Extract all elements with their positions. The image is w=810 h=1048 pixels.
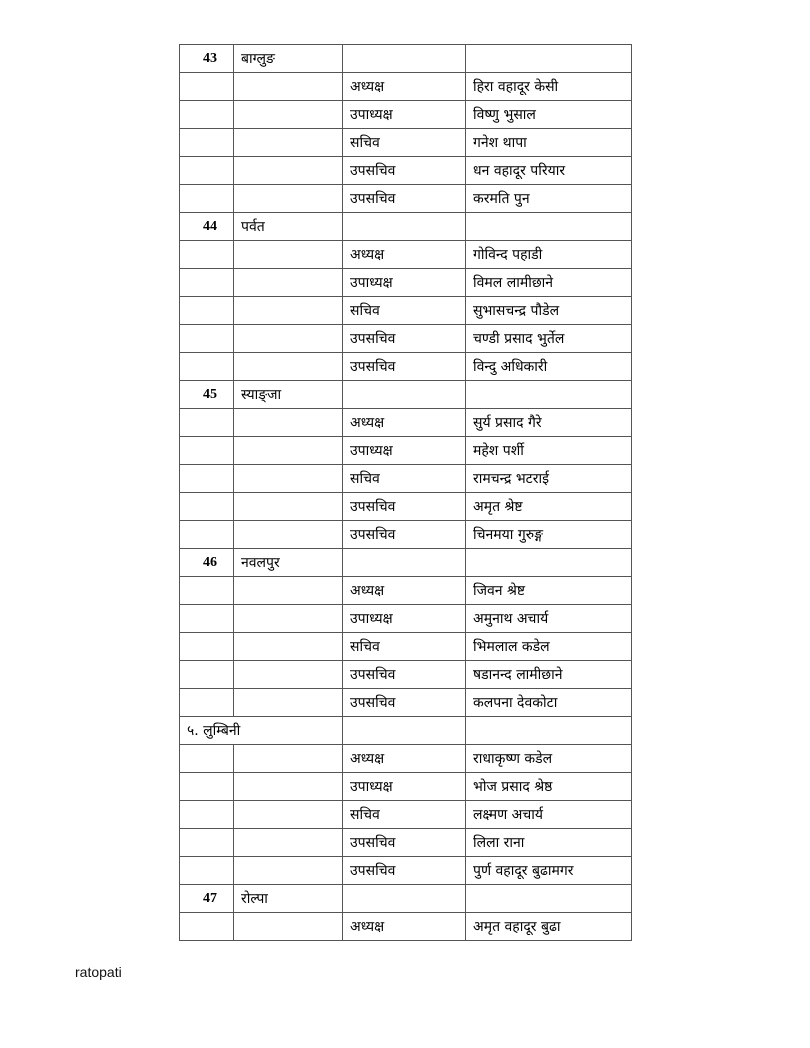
empty-cell: [234, 745, 343, 773]
empty-cell: [234, 129, 343, 157]
member-name: सुभासचन्द्र पौडेल: [466, 297, 632, 325]
member-name: गनेश थापा: [466, 129, 632, 157]
empty-cell: [180, 913, 234, 941]
district-name: नवलपुर: [234, 549, 343, 577]
empty-cell: [180, 577, 234, 605]
empty-cell: [234, 521, 343, 549]
district-number: 46: [180, 549, 234, 577]
table-row: [180, 689, 632, 717]
empty-cell: [234, 661, 343, 689]
member-role: उपाध्यक्ष: [343, 101, 466, 129]
member-name: विमल लामीछाने: [466, 269, 632, 297]
member-name: सुर्य प्रसाद गैरे: [466, 409, 632, 437]
empty-cell: [343, 45, 466, 73]
table-row: [180, 493, 632, 521]
table-row: [180, 129, 632, 157]
member-name: कलपना देवकोटा: [466, 689, 632, 717]
empty-cell: [180, 633, 234, 661]
member-name: चण्डी प्रसाद भुर्तेल: [466, 325, 632, 353]
table-row: [180, 325, 632, 353]
member-name: चिनमया गुरुङ्ग: [466, 521, 632, 549]
section-header-row: [180, 885, 632, 913]
district-name: रोल्पा: [234, 885, 343, 913]
empty-cell: [234, 465, 343, 493]
table-row: [180, 857, 632, 885]
empty-cell: [180, 325, 234, 353]
empty-cell: [234, 73, 343, 101]
empty-cell: [180, 409, 234, 437]
empty-cell: [180, 661, 234, 689]
empty-cell: [180, 801, 234, 829]
empty-cell: [466, 381, 632, 409]
table-row: [180, 101, 632, 129]
empty-cell: [180, 297, 234, 325]
member-role: उपसचिव: [343, 521, 466, 549]
member-role: उपसचिव: [343, 493, 466, 521]
table-row: [180, 269, 632, 297]
empty-cell: [234, 297, 343, 325]
empty-cell: [180, 857, 234, 885]
empty-cell: [180, 773, 234, 801]
empty-cell: [234, 325, 343, 353]
footer-source: ratopati: [75, 964, 122, 980]
table-row: [180, 521, 632, 549]
member-name: भोज प्रसाद श्रेष्ठ: [466, 773, 632, 801]
empty-cell: [180, 73, 234, 101]
table-row: [180, 185, 632, 213]
member-name: राधाकृष्ण कडेल: [466, 745, 632, 773]
empty-cell: [180, 465, 234, 493]
section-header-row: [180, 549, 632, 577]
member-name: हिरा वहादूर केसी: [466, 73, 632, 101]
empty-cell: [180, 829, 234, 857]
member-role: उपाध्यक्ष: [343, 437, 466, 465]
empty-cell: [234, 185, 343, 213]
table-row: [180, 353, 632, 381]
member-role: उपसचिव: [343, 325, 466, 353]
district-number: 45: [180, 381, 234, 409]
table-row: [180, 829, 632, 857]
table-row: [180, 661, 632, 689]
empty-cell: [466, 549, 632, 577]
table-row: [180, 913, 632, 941]
member-role: उपाध्यक्ष: [343, 773, 466, 801]
member-role: अध्यक्ष: [343, 577, 466, 605]
member-name: करमति पुन: [466, 185, 632, 213]
section-header-row: [180, 213, 632, 241]
table-row: [180, 409, 632, 437]
empty-cell: [343, 717, 466, 745]
member-name: अमृत वहादूर बुढा: [466, 913, 632, 941]
empty-cell: [234, 773, 343, 801]
table-row: [180, 73, 632, 101]
member-role: अध्यक्ष: [343, 73, 466, 101]
empty-cell: [180, 269, 234, 297]
empty-cell: [180, 241, 234, 269]
member-name: जिवन श्रेष्ट: [466, 577, 632, 605]
district-name: बाग्लुङ: [234, 45, 343, 73]
committee-table-body: [180, 45, 632, 941]
member-role: उपाध्यक्ष: [343, 605, 466, 633]
empty-cell: [180, 493, 234, 521]
member-role: उपसचिव: [343, 661, 466, 689]
empty-cell: [180, 689, 234, 717]
member-role: अध्यक्ष: [343, 745, 466, 773]
table-row: [180, 465, 632, 493]
table-row: [180, 297, 632, 325]
table-row: [180, 157, 632, 185]
empty-cell: [234, 633, 343, 661]
empty-cell: [343, 213, 466, 241]
member-name: भिमलाल कडेल: [466, 633, 632, 661]
member-role: उपाध्यक्ष: [343, 269, 466, 297]
empty-cell: [234, 353, 343, 381]
table-row: [180, 241, 632, 269]
empty-cell: [466, 213, 632, 241]
empty-cell: [234, 857, 343, 885]
member-name: पुर्ण वहादूर बुढामगर: [466, 857, 632, 885]
empty-cell: [234, 605, 343, 633]
table-row: [180, 633, 632, 661]
district-number: 47: [180, 885, 234, 913]
member-role: सचिव: [343, 801, 466, 829]
empty-cell: [234, 409, 343, 437]
district-number: 44: [180, 213, 234, 241]
member-name: धन वहादूर परियार: [466, 157, 632, 185]
member-name: लक्ष्मण अचार्य: [466, 801, 632, 829]
district-number: 43: [180, 45, 234, 73]
district-name: पर्वत: [234, 213, 343, 241]
table-row: [180, 577, 632, 605]
section-header-row: [180, 381, 632, 409]
empty-cell: [234, 829, 343, 857]
empty-cell: [234, 241, 343, 269]
table-row: [180, 773, 632, 801]
empty-cell: [343, 549, 466, 577]
member-name: महेश पर्शी: [466, 437, 632, 465]
member-role: सचिव: [343, 465, 466, 493]
member-role: अध्यक्ष: [343, 409, 466, 437]
member-name: अमृत श्रेष्ट: [466, 493, 632, 521]
table-row: [180, 801, 632, 829]
member-role: सचिव: [343, 129, 466, 157]
member-role: उपसचिव: [343, 185, 466, 213]
section-header-row: [180, 45, 632, 73]
member-name: रामचन्द्र भटराई: [466, 465, 632, 493]
member-role: उपसचिव: [343, 353, 466, 381]
district-name: स्याङ्जा: [234, 381, 343, 409]
table-row: [180, 605, 632, 633]
empty-cell: [234, 101, 343, 129]
empty-cell: [180, 101, 234, 129]
member-name: लिला राना: [466, 829, 632, 857]
member-role: सचिव: [343, 633, 466, 661]
member-role: अध्यक्ष: [343, 913, 466, 941]
empty-cell: [234, 157, 343, 185]
province-name: ५. लुम्बिनी: [180, 717, 343, 745]
member-name: विष्णु भुसाल: [466, 101, 632, 129]
empty-cell: [180, 157, 234, 185]
empty-cell: [466, 717, 632, 745]
empty-cell: [343, 381, 466, 409]
empty-cell: [234, 269, 343, 297]
empty-cell: [180, 129, 234, 157]
empty-cell: [234, 437, 343, 465]
table-row: [180, 437, 632, 465]
member-name: गोविन्द पहाडी: [466, 241, 632, 269]
member-role: अध्यक्ष: [343, 241, 466, 269]
empty-cell: [180, 521, 234, 549]
member-name: अमुनाथ अचार्य: [466, 605, 632, 633]
empty-cell: [234, 913, 343, 941]
empty-cell: [466, 885, 632, 913]
table-row: [180, 745, 632, 773]
empty-cell: [234, 689, 343, 717]
member-name: विन्दु अधिकारी: [466, 353, 632, 381]
member-role: उपसचिव: [343, 689, 466, 717]
empty-cell: [234, 493, 343, 521]
empty-cell: [343, 885, 466, 913]
member-name: षडानन्द लामीछाने: [466, 661, 632, 689]
section-header-row: [180, 717, 632, 745]
empty-cell: [466, 45, 632, 73]
member-role: उपसचिव: [343, 857, 466, 885]
empty-cell: [180, 437, 234, 465]
empty-cell: [234, 801, 343, 829]
empty-cell: [180, 605, 234, 633]
empty-cell: [180, 745, 234, 773]
committee-table: [179, 44, 632, 941]
member-role: सचिव: [343, 297, 466, 325]
empty-cell: [234, 577, 343, 605]
member-role: उपसचिव: [343, 829, 466, 857]
empty-cell: [180, 353, 234, 381]
empty-cell: [180, 185, 234, 213]
member-role: उपसचिव: [343, 157, 466, 185]
